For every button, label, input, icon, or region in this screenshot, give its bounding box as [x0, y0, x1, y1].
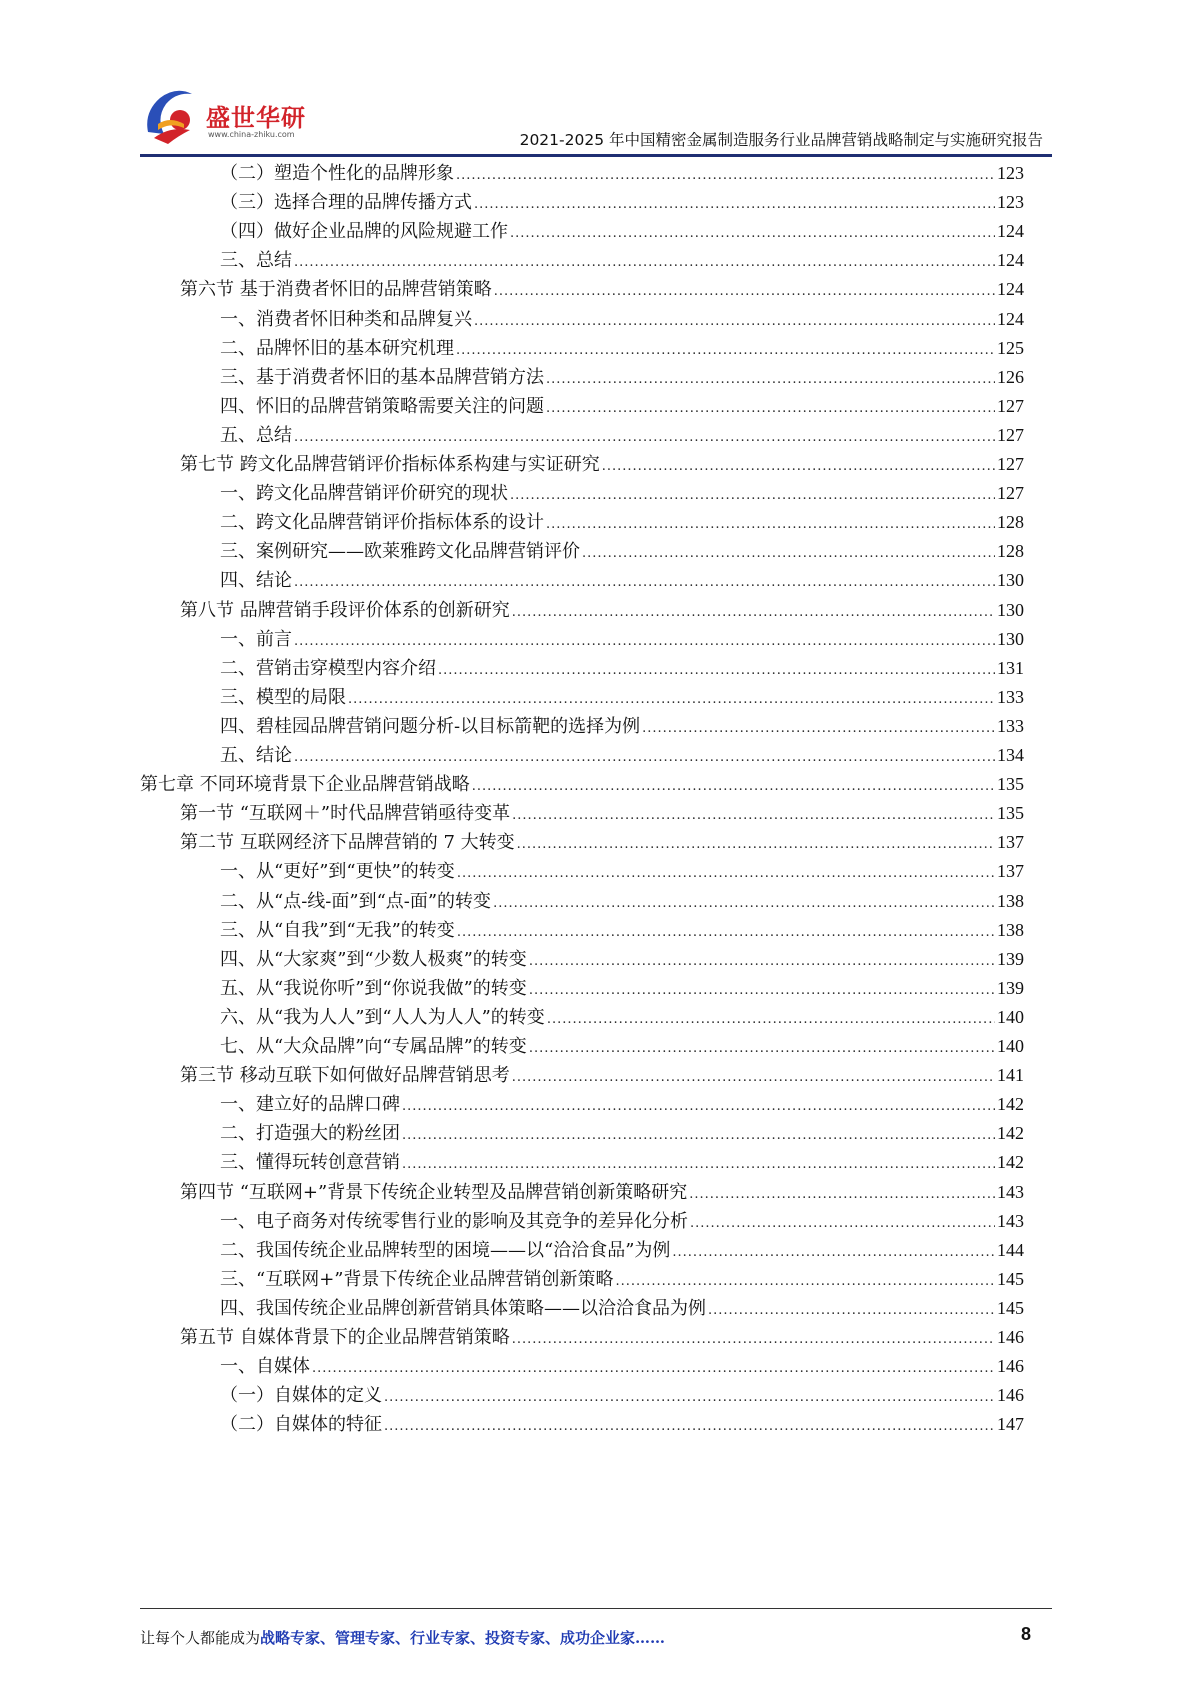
toc-entry-title: （二）塑造个性化的品牌形象: [220, 163, 454, 184]
toc-entry-title: 四、从“大家爽”到“少数人极爽”的转变: [220, 948, 527, 970]
toc-entry-title: 四、怀旧的品牌营销策略需要关注的问题: [220, 395, 544, 417]
toc-entry[interactable]: [220, 1264, 1024, 1295]
toc-entry[interactable]: [220, 158, 1024, 189]
toc-entry-title: 四、碧桂园品牌营销问题分析-以目标箭靶的选择为例: [220, 715, 641, 737]
slogan-highlight: 战略专家、管理专家、行业专家、投资专家、成功企业家……: [260, 1629, 666, 1647]
toc-entry[interactable]: [140, 769, 1024, 800]
toc-entry[interactable]: [180, 827, 1024, 858]
toc-entry-page: 125: [997, 337, 1024, 358]
footer-divider: [140, 1608, 1052, 1609]
toc-entry-page: 139: [997, 977, 1024, 998]
toc-entry-title: 五、总结: [220, 424, 292, 446]
toc-entry[interactable]: [180, 1060, 1024, 1091]
logo-name: 盛世华研: [206, 104, 306, 132]
toc-entry[interactable]: [220, 536, 1024, 567]
toc-entry[interactable]: [220, 304, 1024, 335]
toc-entry[interactable]: [220, 682, 1024, 713]
toc-entry-page: 126: [997, 366, 1024, 387]
toc-entry-page: 137: [997, 861, 1024, 882]
toc-entry-page: 142: [997, 1123, 1024, 1144]
toc-entry-title: 五、结论: [220, 745, 292, 766]
toc-entry-page: 134: [997, 745, 1024, 765]
toc-entry-title: 第七章 不同环境背景下企业品牌营销战略: [140, 774, 470, 796]
toc-entry-page: 144: [997, 1239, 1024, 1260]
toc-entry-page: 123: [997, 192, 1024, 213]
toc-entry-page: 135: [997, 774, 1024, 795]
toc-entry[interactable]: [220, 653, 1024, 684]
toc-entry-title: 第二节 互联网经济下品牌营销的 7 大转变: [180, 832, 515, 854]
toc-entry[interactable]: [180, 798, 1024, 829]
toc-entry-page: 146: [997, 1356, 1024, 1377]
company-logo: [140, 80, 360, 150]
toc-entry-page: 131: [997, 657, 1024, 678]
toc-entry-title: 二、品牌怀旧的基本研究机理: [220, 337, 454, 359]
toc-entry-page: 142: [997, 1094, 1024, 1115]
toc-entry-page: 146: [997, 1327, 1024, 1347]
toc-entry-title: 第七节 跨文化品牌营销评价指标体系构建与实证研究: [180, 454, 600, 475]
toc-entry[interactable]: [220, 420, 1024, 451]
toc-entry[interactable]: [220, 856, 1024, 887]
toc-entry[interactable]: [220, 1118, 1024, 1149]
toc-entry-page: 124: [997, 308, 1024, 329]
toc-entry[interactable]: [220, 1002, 1024, 1033]
logo-url: www.china-zhiku.com: [208, 130, 295, 139]
toc-entry-page: 142: [997, 1152, 1024, 1173]
toc-entry-page: 145: [997, 1297, 1024, 1318]
toc-entry-page: 141: [997, 1065, 1024, 1086]
toc-entry[interactable]: [220, 886, 1024, 917]
toc-entry[interactable]: [220, 478, 1024, 509]
toc-entry-title: 二、打造强大的粉丝团: [220, 1123, 400, 1145]
toc-entry[interactable]: [220, 362, 1024, 393]
toc-entry-page: 133: [997, 715, 1024, 736]
slogan-prefix: 让每个人都能成为: [140, 1629, 261, 1647]
toc-entry-title: 第八节 品牌营销手段评价体系的创新研究: [180, 599, 510, 621]
toc-entry-title: 四、我国传统企业品牌创新营销具体策略——以洽洽食品为例: [220, 1297, 706, 1319]
toc-entry[interactable]: [180, 274, 1024, 305]
toc-entry-page: 130: [997, 599, 1024, 620]
toc-entry-title: 第六节 基于消费者怀旧的品牌营销策略: [180, 279, 492, 301]
toc-entry[interactable]: [220, 1235, 1024, 1266]
page-number: 8: [1020, 1624, 1031, 1644]
toc-entry[interactable]: [180, 1177, 1024, 1208]
toc-entry[interactable]: [220, 944, 1024, 975]
footer-slogan: [140, 1627, 665, 1648]
toc-entry-title: 三、模型的局限: [220, 686, 346, 708]
toc-entry-page: 138: [997, 890, 1024, 911]
toc-entry-title: 六、从“我为人人”到“人人为人人”的转变: [220, 1006, 545, 1028]
toc-entry[interactable]: [220, 216, 1024, 247]
toc-entry-title: （四）做好企业品牌的风险规避工作: [220, 221, 508, 243]
toc-entry[interactable]: [220, 391, 1024, 422]
toc-entry-title: 五、从“我说你听”到“你说我做”的转变: [220, 977, 527, 999]
toc-entry[interactable]: [220, 1293, 1024, 1324]
report-title: 2021-2025 年中国精密金属制造服务行业品牌营销战略制定与实施研究报告: [519, 131, 1043, 149]
toc-entry-page: 124: [997, 279, 1024, 300]
toc-entry-title: 二、我国传统企业品牌转型的困境——以“洽洽食品”为例: [220, 1239, 671, 1261]
toc-entry-title: 三、总结: [220, 250, 292, 272]
toc-entry-page: 127: [997, 483, 1024, 504]
toc-entry-title: 三、“互联网+”背景下传统企业品牌营销创新策略: [220, 1268, 614, 1290]
toc-entry[interactable]: [220, 565, 1024, 596]
toc-entry-page: 146: [997, 1385, 1024, 1406]
toc-entry-title: 第三节 移动互联下如何做好品牌营销思考: [180, 1065, 510, 1087]
toc-entry-title: 七、从“大众品牌”向“专属品牌”的转变: [220, 1036, 527, 1057]
toc-entry-page: 124: [997, 250, 1024, 271]
toc-entry-page: 130: [997, 628, 1024, 649]
toc-entry-title: （二）自媒体的特征: [220, 1414, 382, 1436]
toc-entry-page: 145: [997, 1268, 1024, 1289]
toc-entry-title: 一、自媒体: [220, 1356, 310, 1378]
toc-entry-title: 三、懂得玩转创意营销: [220, 1152, 400, 1174]
toc-entry[interactable]: [220, 1409, 1024, 1440]
toc-entry[interactable]: [220, 1031, 1024, 1062]
toc-entry-page: 127: [997, 454, 1024, 474]
toc-entry-title: 第四节 “互联网+”背景下传统企业转型及品牌营销创新策略研究: [180, 1181, 688, 1203]
toc-entry-title: 第五节 自媒体背景下的企业品牌营销策略: [180, 1327, 510, 1348]
toc-entry[interactable]: [220, 507, 1024, 538]
toc-entry[interactable]: [220, 740, 1024, 771]
toc-entry[interactable]: [220, 1089, 1024, 1120]
toc-entry-title: 三、案例研究——欧莱雅跨文化品牌营销评价: [220, 541, 580, 563]
toc-entry-title: 一、从“更好”到“更快”的转变: [220, 861, 455, 883]
toc-entry-page: 130: [997, 570, 1024, 591]
toc-entry-title: 二、从“点-线-面”到“点-面”的转变: [220, 890, 492, 912]
toc-entry-page: 143: [997, 1210, 1024, 1231]
toc-entry[interactable]: [180, 595, 1024, 626]
toc-entry-page: 128: [997, 541, 1024, 562]
toc-entry-page: 139: [997, 948, 1024, 969]
toc-entry-page: 147: [997, 1414, 1024, 1435]
toc-entry-title: 一、消费者怀旧种类和品牌复兴: [220, 308, 472, 330]
toc-entry-title: 一、前言: [220, 628, 292, 650]
toc-entry-page: 127: [997, 424, 1024, 445]
toc-entry[interactable]: [180, 1322, 1024, 1353]
toc-entry[interactable]: [220, 973, 1024, 1004]
header-divider: [140, 154, 1052, 157]
toc-entry[interactable]: [220, 333, 1024, 364]
toc-entry-page: 135: [997, 803, 1024, 824]
toc-entry-title: 一、电子商务对传统零售行业的影响及其竞争的差异化分析: [220, 1210, 688, 1232]
toc-entry[interactable]: [220, 711, 1024, 742]
toc-entry[interactable]: [220, 1147, 1024, 1178]
toc-entry-title: 三、基于消费者怀旧的基本品牌营销方法: [220, 366, 544, 388]
logo-emblem-icon: [140, 80, 210, 150]
toc-entry-title: （三）选择合理的品牌传播方式: [220, 192, 472, 214]
toc-entry-page: 128: [997, 512, 1024, 533]
toc-entry-title: 第一节 “互联网＋”时代品牌营销亟待变革: [180, 803, 511, 825]
toc-entry-title: 二、营销击穿模型内容介绍: [220, 657, 436, 679]
toc-entry-page: 127: [997, 395, 1024, 416]
toc-entry-page: 133: [997, 686, 1024, 707]
toc-entry-page: 140: [997, 1036, 1024, 1056]
toc-entry[interactable]: [220, 1380, 1024, 1411]
toc-entry[interactable]: [220, 624, 1024, 655]
toc-entry-title: 四、结论: [220, 570, 292, 592]
toc-entry-title: （一）自媒体的定义: [220, 1385, 382, 1407]
toc-entry[interactable]: [220, 245, 1024, 276]
toc-dot-leader: [384, 1411, 995, 1442]
toc-entry-page: 137: [997, 832, 1024, 853]
toc-entry-page: 123: [997, 163, 1024, 183]
toc-entry-title: 一、跨文化品牌营销评价研究的现状: [220, 483, 508, 505]
toc-entry[interactable]: [180, 449, 1024, 480]
toc-entry-title: 一、建立好的品牌口碑: [220, 1094, 400, 1116]
toc-entry[interactable]: [220, 1351, 1024, 1382]
toc-entry[interactable]: [220, 1206, 1024, 1237]
toc-entry-page: 138: [997, 919, 1024, 940]
toc-entry-page: 140: [997, 1006, 1024, 1027]
toc-entry-title: 二、跨文化品牌营销评价指标体系的设计: [220, 512, 544, 534]
toc-entry[interactable]: [220, 915, 1024, 946]
toc-entry-page: 124: [997, 221, 1024, 242]
toc-entry[interactable]: [220, 187, 1024, 218]
toc-entry-page: 143: [997, 1181, 1024, 1202]
toc-entry-title: 三、从“自我”到“无我”的转变: [220, 919, 455, 941]
